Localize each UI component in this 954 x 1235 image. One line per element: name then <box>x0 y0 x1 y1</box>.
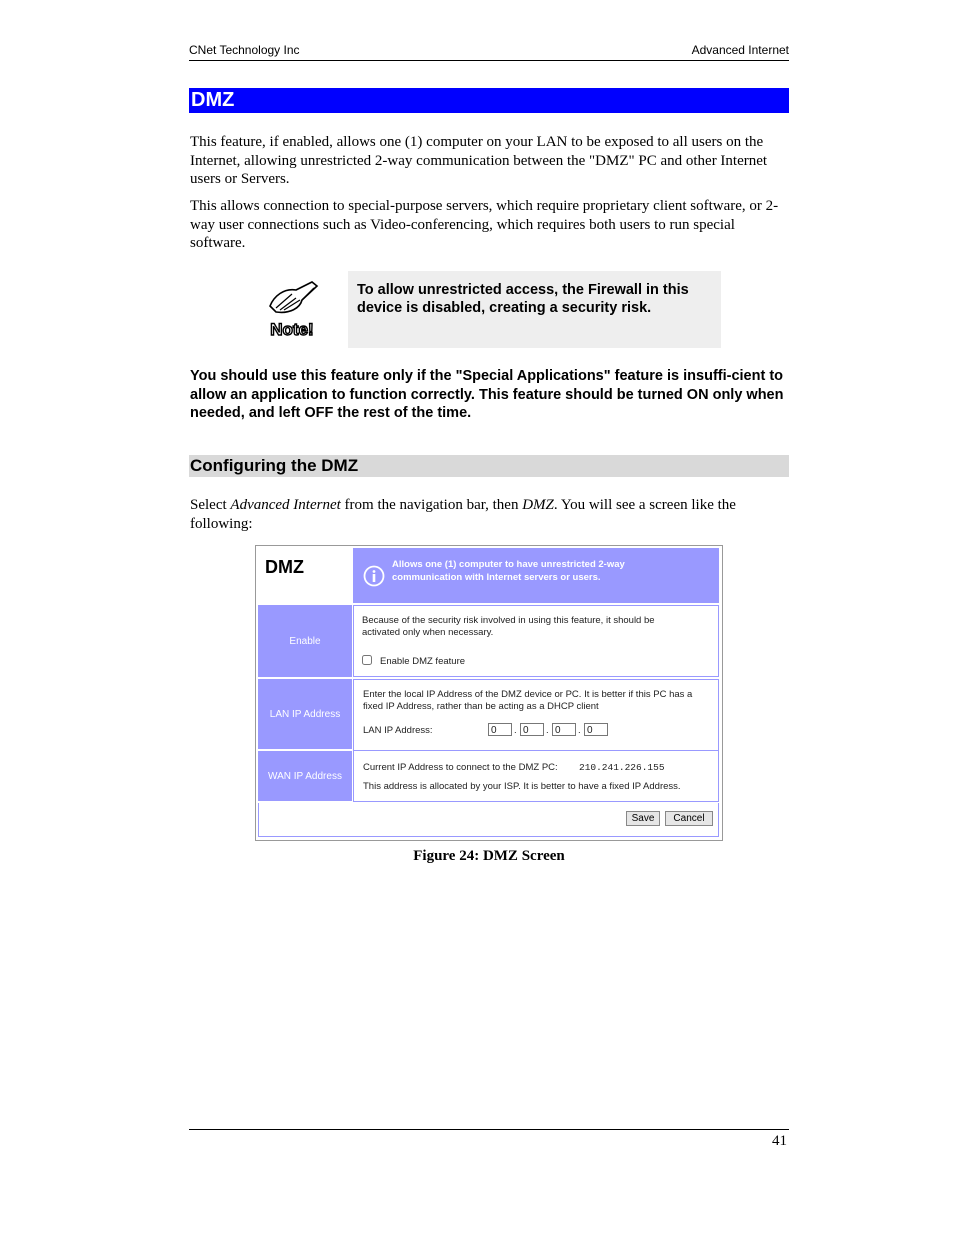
wan-ip-label: WAN IP Address <box>258 751 352 801</box>
intro-paragraph-2: This allows connection to special-purpose servers, which require proprietary client software, or 2-way user connections such as Video-conferencing, which requires both users to run special software. <box>190 198 779 251</box>
button-row <box>258 803 719 837</box>
cancel-button[interactable]: Cancel <box>665 811 713 826</box>
nav-advanced-internet: Advanced Internet <box>230 497 341 513</box>
note-icon <box>262 278 322 340</box>
screen-title: DMZ <box>265 557 304 577</box>
enable-description: Because of the security risk involved in using this feature, it should be activated only when necessary. <box>362 615 655 638</box>
wan-ip-panel <box>353 750 719 802</box>
enable-label: Enable <box>258 605 352 677</box>
lan-ip-description: Enter the local IP Address of the DMZ device or PC. It is better if this PC has a fixed IP Address, rather than be acting as a DHCP client <box>363 689 693 712</box>
screen-title-cell <box>258 548 352 603</box>
enable-dmz-checkbox[interactable] <box>362 655 372 665</box>
header-rule <box>189 60 789 61</box>
lan-ip-field-label: LAN IP Address: <box>363 725 433 736</box>
figure-caption: Figure 24: DMZ Screen <box>413 848 565 864</box>
enable-dmz-checkbox-label: Enable DMZ feature <box>380 656 466 667</box>
ip-separator: . <box>514 725 517 736</box>
ip-separator: . <box>578 725 581 736</box>
config-instructions: Select Advanced Internet from the navigation bar, then DMZ. You will see a screen like the following: <box>190 497 736 532</box>
running-header-left: CNet Technology Inc <box>189 43 300 57</box>
screen-info-bar <box>353 548 719 603</box>
wan-current-label: Current IP Address to connect to the DMZ PC: <box>363 762 558 773</box>
lan-ip-panel <box>353 679 719 750</box>
subsection-title: Configuring the DMZ <box>190 456 359 475</box>
save-button[interactable]: Save <box>626 811 660 826</box>
usage-warning: You should use this feature only if the "Special Applications" feature is insuffi-cient to allow an application to function correctly. This feature should be turned ON only when needed, and left OFF the rest of the time. <box>190 368 784 421</box>
wan-ip-note: This address is allocated by your ISP. It is better to have a fixed IP Address. <box>363 781 681 792</box>
section-title: DMZ <box>191 89 235 111</box>
dmz-screenshot <box>255 545 723 841</box>
ip-separator: . <box>546 725 549 736</box>
section-title-bar <box>189 88 789 113</box>
note-text: To allow unrestricted access, the Firewall in this device is disabled, creating a security risk. <box>357 282 689 316</box>
lan-ip-octet-2[interactable]: 0 <box>520 723 544 736</box>
info-icon <box>363 565 385 587</box>
running-header-right: Advanced Internet <box>691 43 789 57</box>
lan-ip-octet-4[interactable]: 0 <box>584 723 608 736</box>
note-box <box>348 271 721 348</box>
wan-current-ip: 210.241.226.155 <box>579 762 665 773</box>
lan-ip-octet-3[interactable]: 0 <box>552 723 576 736</box>
lan-ip-label: LAN IP Address <box>258 679 352 749</box>
nav-dmz: DMZ <box>522 497 554 513</box>
intro-paragraph-1: This feature, if enabled, allows one (1) computer on your LAN to be exposed to all users on the Internet, allowing unrestricted 2-way communication between the "DMZ" PC and other Internet users or Servers. <box>190 134 768 187</box>
subsection-title-bar <box>189 455 789 477</box>
enable-panel <box>353 605 719 677</box>
footer-rule <box>189 1129 789 1130</box>
note-icon-label: Note! <box>270 320 314 339</box>
page-number: 41 <box>772 1133 787 1149</box>
screen-info-text: Allows one (1) computer to have unrestricted 2-way communication with Internet servers or users. <box>392 559 625 583</box>
lan-ip-octet-1[interactable]: 0 <box>488 723 512 736</box>
